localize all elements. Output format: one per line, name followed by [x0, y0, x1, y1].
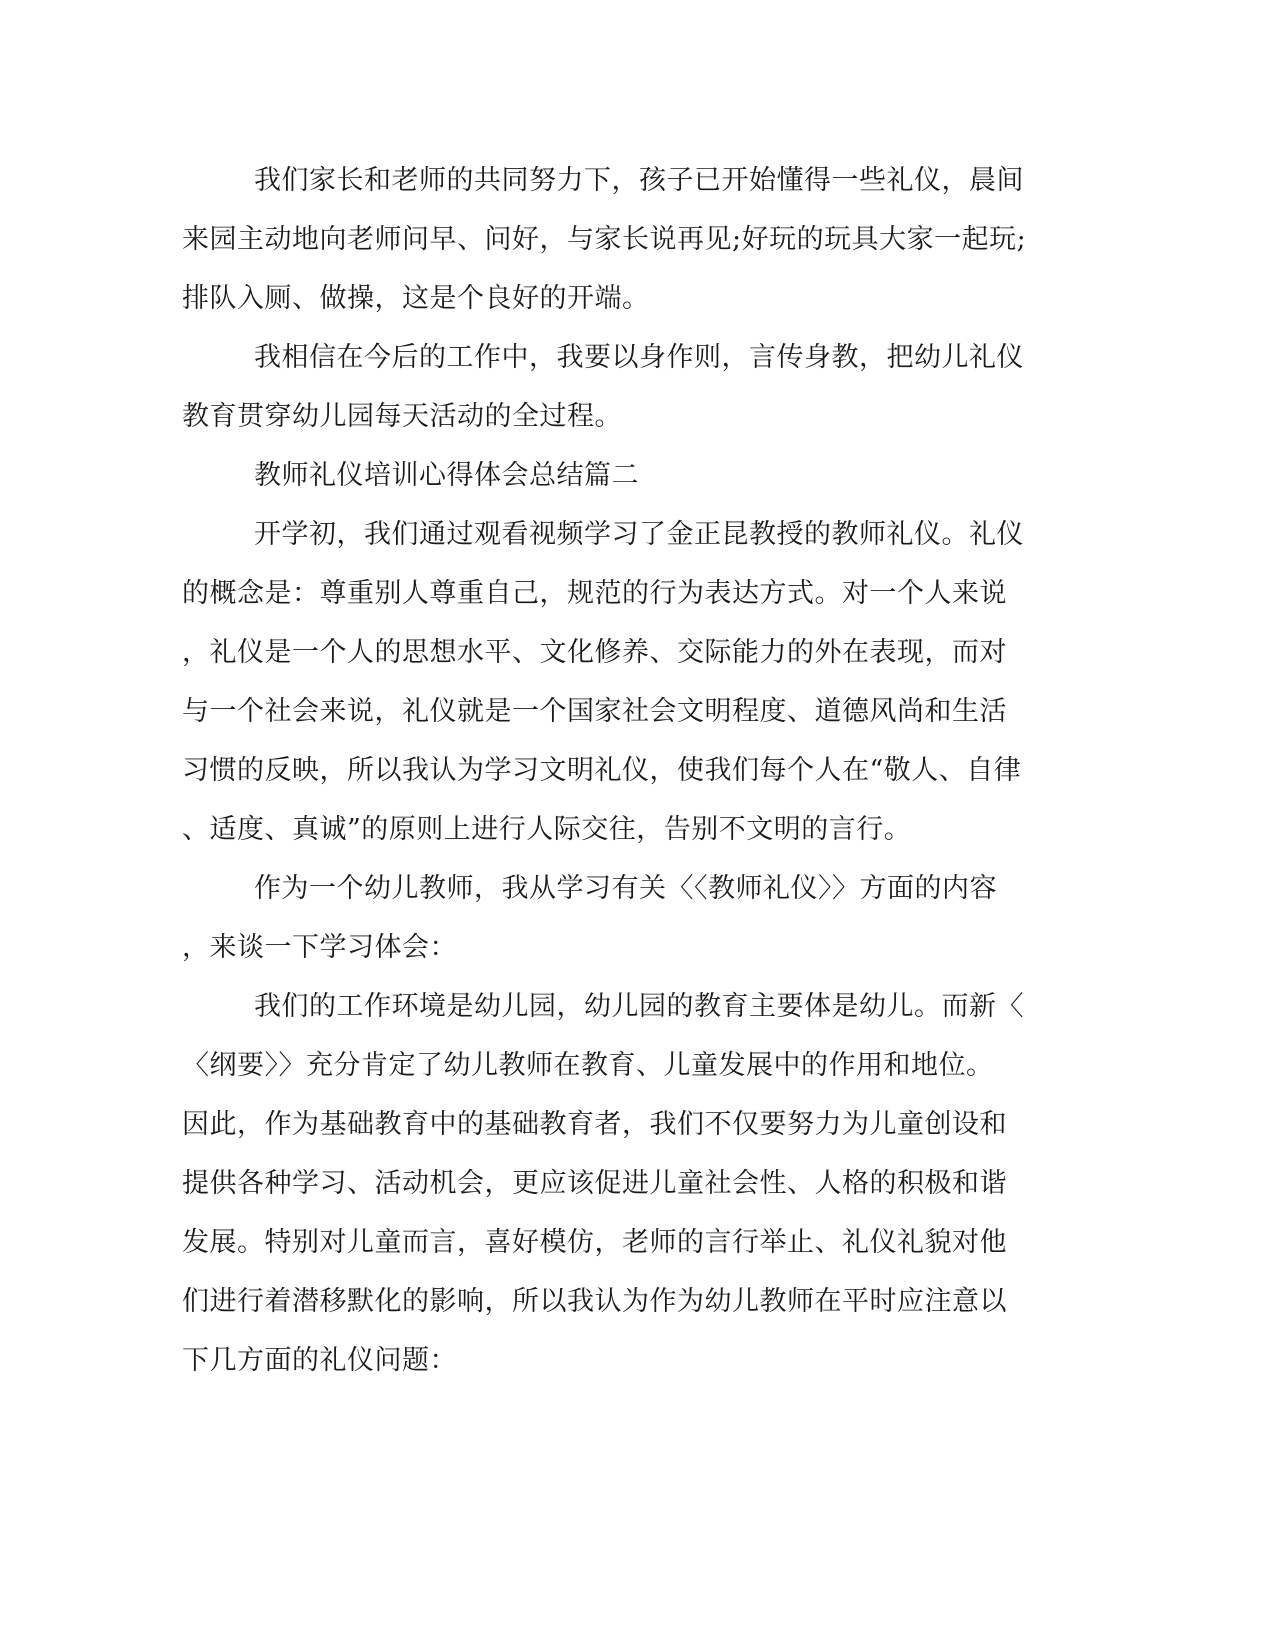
paragraph-line: 我们家长和老师的共同努力下，孩子已开始懂得一些礼仪，晨间: [254, 165, 1024, 196]
paragraph-line: ，来谈一下学习体会：: [182, 932, 457, 963]
document-body: [182, 151, 1030, 1390]
paragraph-line: 习惯的反映，所以我认为学习文明礼仪，使我们每个人在“敬人、自律: [182, 755, 1022, 786]
paragraph-line: 作为一个幼儿教师，我从学习有关〈〈教师礼仪〉〉方面的内容: [254, 873, 997, 904]
paragraph-line: ，礼仪是一个人的思想水平、文化修养、交际能力的外在表现，而对: [182, 637, 1007, 668]
paragraph-line: 来园主动地向老师问早、问好，与家长说再见;好玩的玩具大家一起玩;: [182, 224, 1027, 255]
paragraph-line: 排队入厕、做操，这是个良好的开端。: [182, 283, 650, 314]
paragraph-line: 下几方面的礼仪问题：: [182, 1345, 457, 1376]
paragraph-line: 我们的工作环境是幼儿园，幼儿园的教育主要体是幼儿。而新〈: [254, 991, 1024, 1022]
paragraph-line: 我相信在今后的工作中，我要以身作则，言传身教，把幼儿礼仪: [254, 342, 1024, 373]
paragraph-line: 开学初，我们通过观看视频学习了金正昆教授的教师礼仪。礼仪: [254, 519, 1024, 550]
paragraph-line: 、适度、真诚”的原则上进行人际交往，告别不文明的言行。: [182, 814, 912, 845]
paragraph-line: 的概念是：尊重别人尊重自己，规范的行为表达方式。对一个人来说: [182, 578, 1007, 609]
paragraph-line: 提供各种学习、活动机会，更应该促进儿童社会性、人格的积极和谐: [182, 1168, 1007, 1199]
paragraph-line: 与一个社会来说，礼仪就是一个国家社会文明程度、道德风尚和生活: [182, 696, 1007, 727]
paragraph-line: 因此，作为基础教育中的基础教育者，我们不仅要努力为儿童创设和: [182, 1109, 1007, 1140]
paragraph-line: 教育贯穿幼儿园每天活动的全过程。: [182, 401, 622, 432]
paragraph-line: 发展。特别对儿童而言，喜好模仿，老师的言行举止、礼仪礼貌对他: [182, 1227, 1007, 1258]
section-heading: 教师礼仪培训心得体会总结篇二: [254, 460, 639, 491]
paragraph-line: 们进行着潜移默化的影响，所以我认为作为幼儿教师在平时应注意以: [182, 1286, 1007, 1317]
paragraph-line: 〈纲要〉〉充分肯定了幼儿教师在教育、儿童发展中的作用和地位。: [182, 1050, 994, 1081]
